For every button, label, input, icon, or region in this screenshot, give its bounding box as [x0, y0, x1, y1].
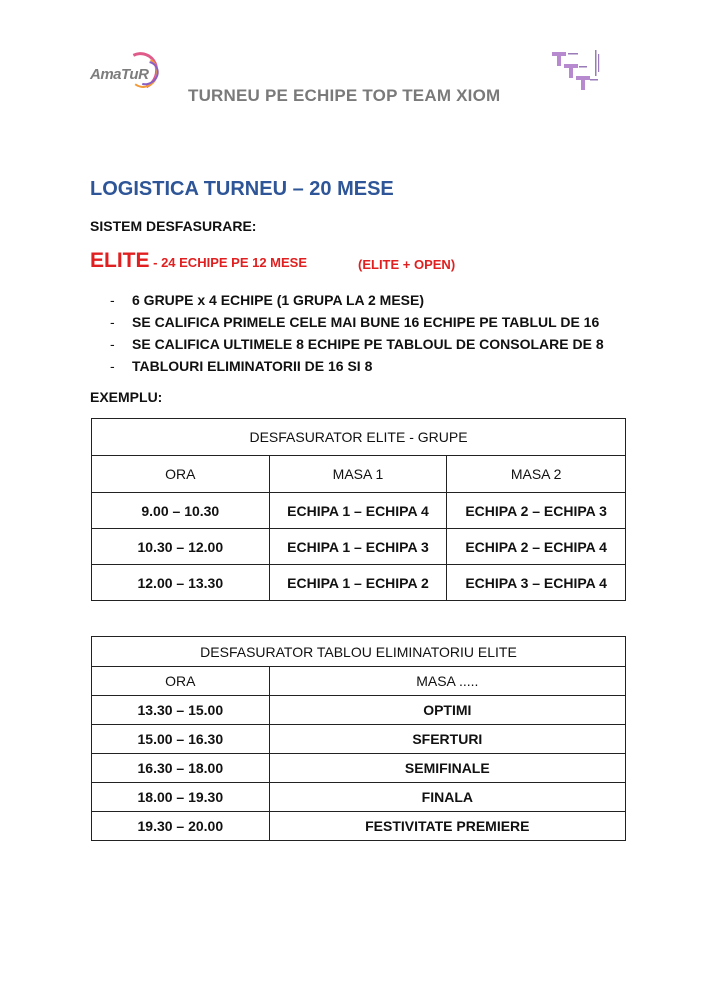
table-cell: 16.30 – 18.00: [92, 754, 270, 783]
bullet-dash: -: [110, 358, 115, 374]
list-item: [110, 312, 604, 334]
elite-paren: (ELITE + OPEN): [358, 257, 456, 272]
knockout-schedule-table: [91, 636, 626, 841]
top-team-xiom-logo: [548, 46, 604, 98]
table-row: [92, 696, 626, 725]
table-row: [92, 812, 626, 841]
column-header: MASA 1: [269, 456, 447, 493]
column-header: MASA 2: [447, 456, 626, 493]
sistem-label: SISTEM DESFASURARE:: [90, 218, 257, 234]
column-header: ORA: [92, 667, 270, 696]
column-header: ORA: [92, 456, 270, 493]
column-header: MASA .....: [269, 667, 625, 696]
table-row: [92, 725, 626, 754]
table-cell: 9.00 – 10.30: [92, 493, 270, 529]
table-cell: 15.00 – 16.30: [92, 725, 270, 754]
table-cell: ECHIPA 3 – ECHIPA 4: [447, 565, 626, 601]
table-cell: 13.30 – 15.00: [92, 696, 270, 725]
table-cell: ECHIPA 2 – ECHIPA 4: [447, 529, 626, 565]
list-item-text: SE CALIFICA ULTIMELE 8 ECHIPE PE TABLOUL DE CONSOLARE DE 8: [132, 336, 604, 352]
table-cell: 10.30 – 12.00: [92, 529, 270, 565]
table-cell: OPTIMI: [269, 696, 625, 725]
page-header-title: TURNEU PE ECHIPE TOP TEAM XIOM: [188, 86, 501, 105]
table-cell: ECHIPA 2 – ECHIPA 3: [447, 493, 626, 529]
table-cell: ECHIPA 1 – ECHIPA 2: [269, 565, 447, 601]
elite-line: [90, 249, 456, 273]
table-row: [92, 565, 626, 601]
list-item-text: TABLOURI ELIMINATORII DE 16 SI 8: [132, 358, 373, 374]
table-cell: FESTIVITATE PREMIERE: [269, 812, 625, 841]
list-item-text: 6 GRUPE x 4 ECHIPE (1 GRUPA LA 2 MESE): [132, 292, 424, 308]
table-cell: 18.00 – 19.30: [92, 783, 270, 812]
table-caption: DESFASURATOR TABLOU ELIMINATORIU ELITE: [92, 637, 626, 667]
bullet-dash: -: [110, 292, 115, 308]
table-caption: DESFASURATOR ELITE - GRUPE: [92, 419, 626, 456]
rules-list: [110, 290, 604, 378]
bullet-dash: -: [110, 314, 115, 330]
table-cell: ECHIPA 1 – ECHIPA 4: [269, 493, 447, 529]
table-row: [92, 529, 626, 565]
elite-detail: - 24 ECHIPE PE 12 MESE: [149, 255, 308, 270]
bullet-dash: -: [110, 336, 115, 352]
table-cell: SEMIFINALE: [269, 754, 625, 783]
table-cell: SFERTURI: [269, 725, 625, 754]
table-cell: 12.00 – 13.30: [92, 565, 270, 601]
amatur-logo: [88, 52, 168, 92]
amatur-logo-text: AmaTuR: [90, 66, 149, 83]
groups-schedule-table: [91, 418, 626, 601]
elite-label: ELITE: [90, 249, 150, 272]
list-item: [110, 290, 604, 312]
exemplu-label: EXEMPLU:: [90, 389, 163, 405]
table-row: [92, 783, 626, 812]
table-row: [92, 754, 626, 783]
list-item: [110, 334, 604, 356]
table-cell: FINALA: [269, 783, 625, 812]
table-cell: ECHIPA 1 – ECHIPA 3: [269, 529, 447, 565]
table-row: [92, 493, 626, 529]
table-cell: 19.30 – 20.00: [92, 812, 270, 841]
section-title: LOGISTICA TURNEU – 20 MESE: [90, 178, 394, 200]
list-item-text: SE CALIFICA PRIMELE CELE MAI BUNE 16 ECHIPE PE TABLUL DE 16: [132, 314, 600, 330]
list-item: [110, 356, 604, 378]
